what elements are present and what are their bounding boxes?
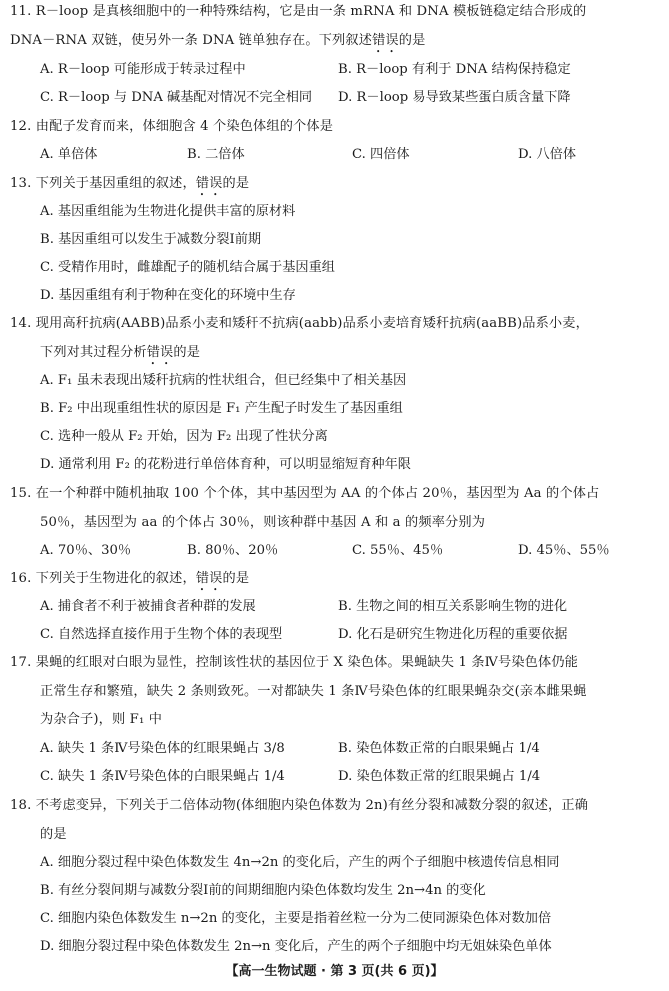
q14-option-d: D. 通常利用 F₂ 的花粉进行单倍体育种，可以明显缩短育种年限 bbox=[40, 457, 411, 472]
q14-option-c: C. 选种一般从 F₂ 开始，因为 F₂ 出现了性状分离 bbox=[40, 429, 328, 444]
q15-stem-line1: 15. 在一个种群中随机抽取 100 个个体，其中基因型为 AA 的个体占 20％，基因型为 Aa 的个体占 bbox=[10, 486, 600, 501]
q14-stem-end: 的是 bbox=[173, 345, 201, 360]
q17-options-row1 bbox=[0, 739, 669, 759]
q13-option-d: D. 基因重组有利于物种在变化的环境中生存 bbox=[40, 288, 296, 303]
q12-option-b: B. 二倍体 bbox=[187, 147, 245, 162]
q13-option-a-row bbox=[0, 202, 669, 222]
q15-options-row bbox=[0, 541, 669, 561]
q18-stem-line1: 18. 不考虑变异，下列关于二倍体动物(体细胞内染色体数为 2n)有丝分裂和减数分裂的叙述，正确 bbox=[10, 798, 589, 813]
q18-option-a-row bbox=[0, 853, 669, 873]
q11-options-row1 bbox=[0, 60, 669, 80]
q11-stem-line2 bbox=[10, 31, 425, 56]
q18-option-b: B. 有丝分裂间期与减数分裂Ⅰ前的间期细胞内染色体数均发生 2n→4n 的变化 bbox=[40, 883, 486, 898]
q18-option-a: A. 细胞分裂过程中染色体数发生 4n→2n 的变化后，产生的两个子细胞中核遗传信息相同 bbox=[40, 855, 560, 870]
q11-stem-end: 的是 bbox=[398, 33, 426, 48]
q11-stem-line1: 11. R－loop 是真核细胞中的一种特殊结构，它是由一条 mRNA 和 DNA 模板链稳定结合形成的 bbox=[10, 4, 587, 19]
q15-stem-line2: 50％，基因型为 aa 的个体占 30％，则该种群中基因 A 和 a 的频率分别为 bbox=[40, 515, 486, 530]
q14-option-a-row bbox=[0, 371, 669, 391]
q14-option-a: A. F₁ 虽未表现出矮秆抗病的性状组合，但已经集中了相关基因 bbox=[40, 373, 407, 388]
q14-stem-text: 下列对其过程分析 bbox=[40, 345, 147, 360]
q16-options-row2 bbox=[0, 625, 669, 645]
q11-options-row2 bbox=[0, 88, 669, 108]
q17-option-a: A. 缺失 1 条Ⅳ号染色体的红眼果蝇占 3/8 bbox=[40, 741, 285, 756]
q17-option-b: B. 染色体数正常的白眼果蝇占 1/4 bbox=[338, 741, 540, 756]
q12-stem: 12. 由配子发育而来，体细胞含 4 个染色体组的个体是 bbox=[10, 119, 334, 134]
q14-option-b-row bbox=[0, 399, 669, 419]
q11-option-b: B. R－loop 有利于 DNA 结构保持稳定 bbox=[338, 62, 571, 77]
q17-stem-line2: 正常生存和繁殖，缺失 2 条则致死。一对都缺失 1 条Ⅳ号染色体的红眼果蝇杂交(亲本雌果蝇 bbox=[40, 684, 587, 699]
q11-emphasis-word: 错误 bbox=[372, 33, 399, 48]
q11-stem-text: DNA－RNA 双链，使另外一条 DNA 链单独存在。下列叙述 bbox=[10, 33, 373, 48]
q13-option-d-row bbox=[0, 286, 669, 306]
q18-option-c-row bbox=[0, 909, 669, 929]
q16-emphasis-word: 错误 bbox=[195, 571, 223, 586]
q14-emphasis-word: 错误 bbox=[146, 345, 174, 360]
q16-option-b: B. 生物之间的相互关系影响生物的进化 bbox=[338, 599, 568, 614]
q12-options-row bbox=[0, 145, 669, 165]
q16-stem-text: 16. 下列关于生物进化的叙述， bbox=[10, 571, 196, 586]
q16-option-c: C. 自然选择直接作用于生物个体的表现型 bbox=[40, 627, 283, 642]
q13-stem bbox=[10, 174, 249, 199]
q13-option-c-row bbox=[0, 258, 669, 278]
q16-stem bbox=[10, 569, 249, 594]
q13-stem-end: 的是 bbox=[222, 176, 250, 191]
q18-option-b-row bbox=[0, 881, 669, 901]
q18-option-d-row bbox=[0, 937, 669, 957]
q11-option-a: A. R－loop 可能形成于转录过程中 bbox=[40, 62, 246, 77]
q11-option-d: D. R－loop 易导致某些蛋白质含量下降 bbox=[338, 90, 571, 105]
q14-stem-line1: 14. 现用高秆抗病(AABB)品系小麦和矮秆不抗病(aabb)品系小麦培育矮秆抗病(aaBB)品系小麦， bbox=[10, 316, 589, 331]
q16-stem-end: 的是 bbox=[222, 571, 250, 586]
q14-option-c-row bbox=[0, 427, 669, 447]
q17-stem-line3: 为杂合子)，则 F₁ 中 bbox=[40, 712, 163, 727]
q17-option-d: D. 染色体数正常的红眼果蝇占 1/4 bbox=[338, 769, 541, 784]
q17-option-c: C. 缺失 1 条Ⅳ号染色体的白眼果蝇占 1/4 bbox=[40, 769, 285, 784]
q14-option-d-row bbox=[0, 455, 669, 475]
q15-option-d: D. 45％、55％ bbox=[518, 543, 610, 558]
q16-option-a: A. 捕食者不利于被捕食者种群的发展 bbox=[40, 599, 256, 614]
q13-option-c: C. 受精作用时，雌雄配子的随机结合属于基因重组 bbox=[40, 260, 335, 275]
page-footer: 【高一生物试题 · 第 3 页(共 6 页)】 bbox=[225, 964, 444, 979]
q17-stem-line1: 17. 果蝇的红眼对白眼为显性，控制该性状的基因位于 X 染色体。果蝇缺失 1 条Ⅳ号染色体仍能 bbox=[10, 655, 579, 670]
q18-option-c: C. 细胞内染色体数发生 n→2n 的变化，主要是指着丝粒一分为二使同源染色体对数加倍 bbox=[40, 911, 552, 926]
q15-option-b: B. 80％、20％ bbox=[187, 543, 279, 558]
q16-options-row1 bbox=[0, 597, 669, 617]
q12-option-d: D. 八倍体 bbox=[518, 147, 577, 162]
q13-stem-text: 13. 下列关于基因重组的叙述， bbox=[10, 176, 196, 191]
q13-emphasis-word: 错误 bbox=[195, 176, 223, 191]
q17-options-row2 bbox=[0, 767, 669, 787]
q18-stem-line2: 的是 bbox=[40, 827, 67, 842]
q13-option-a: A. 基因重组能为生物进化提供丰富的原材料 bbox=[40, 204, 296, 219]
q18-option-d: D. 细胞分裂过程中染色体数发生 2n→n 变化后，产生的两个子细胞中均无姐妹染色单体 bbox=[40, 939, 552, 954]
q15-option-a: A. 70％、30％ bbox=[40, 543, 132, 558]
q13-option-b: B. 基因重组可以发生于减数分裂Ⅰ前期 bbox=[40, 232, 262, 247]
q14-stem-line2 bbox=[10, 343, 200, 368]
q16-option-d: D. 化石是研究生物进化历程的重要依据 bbox=[338, 627, 568, 642]
q14-option-b: B. F₂ 中出现重组性状的原因是 F₁ 产生配子时发生了基因重组 bbox=[40, 401, 403, 416]
q15-option-c: C. 55％、45％ bbox=[352, 543, 444, 558]
q13-option-b-row bbox=[0, 230, 669, 250]
q12-option-c: C. 四倍体 bbox=[352, 147, 410, 162]
q11-option-c: C. R－loop 与 DNA 碱基配对情况不完全相同 bbox=[40, 90, 313, 105]
q12-option-a: A. 单倍体 bbox=[40, 147, 98, 162]
